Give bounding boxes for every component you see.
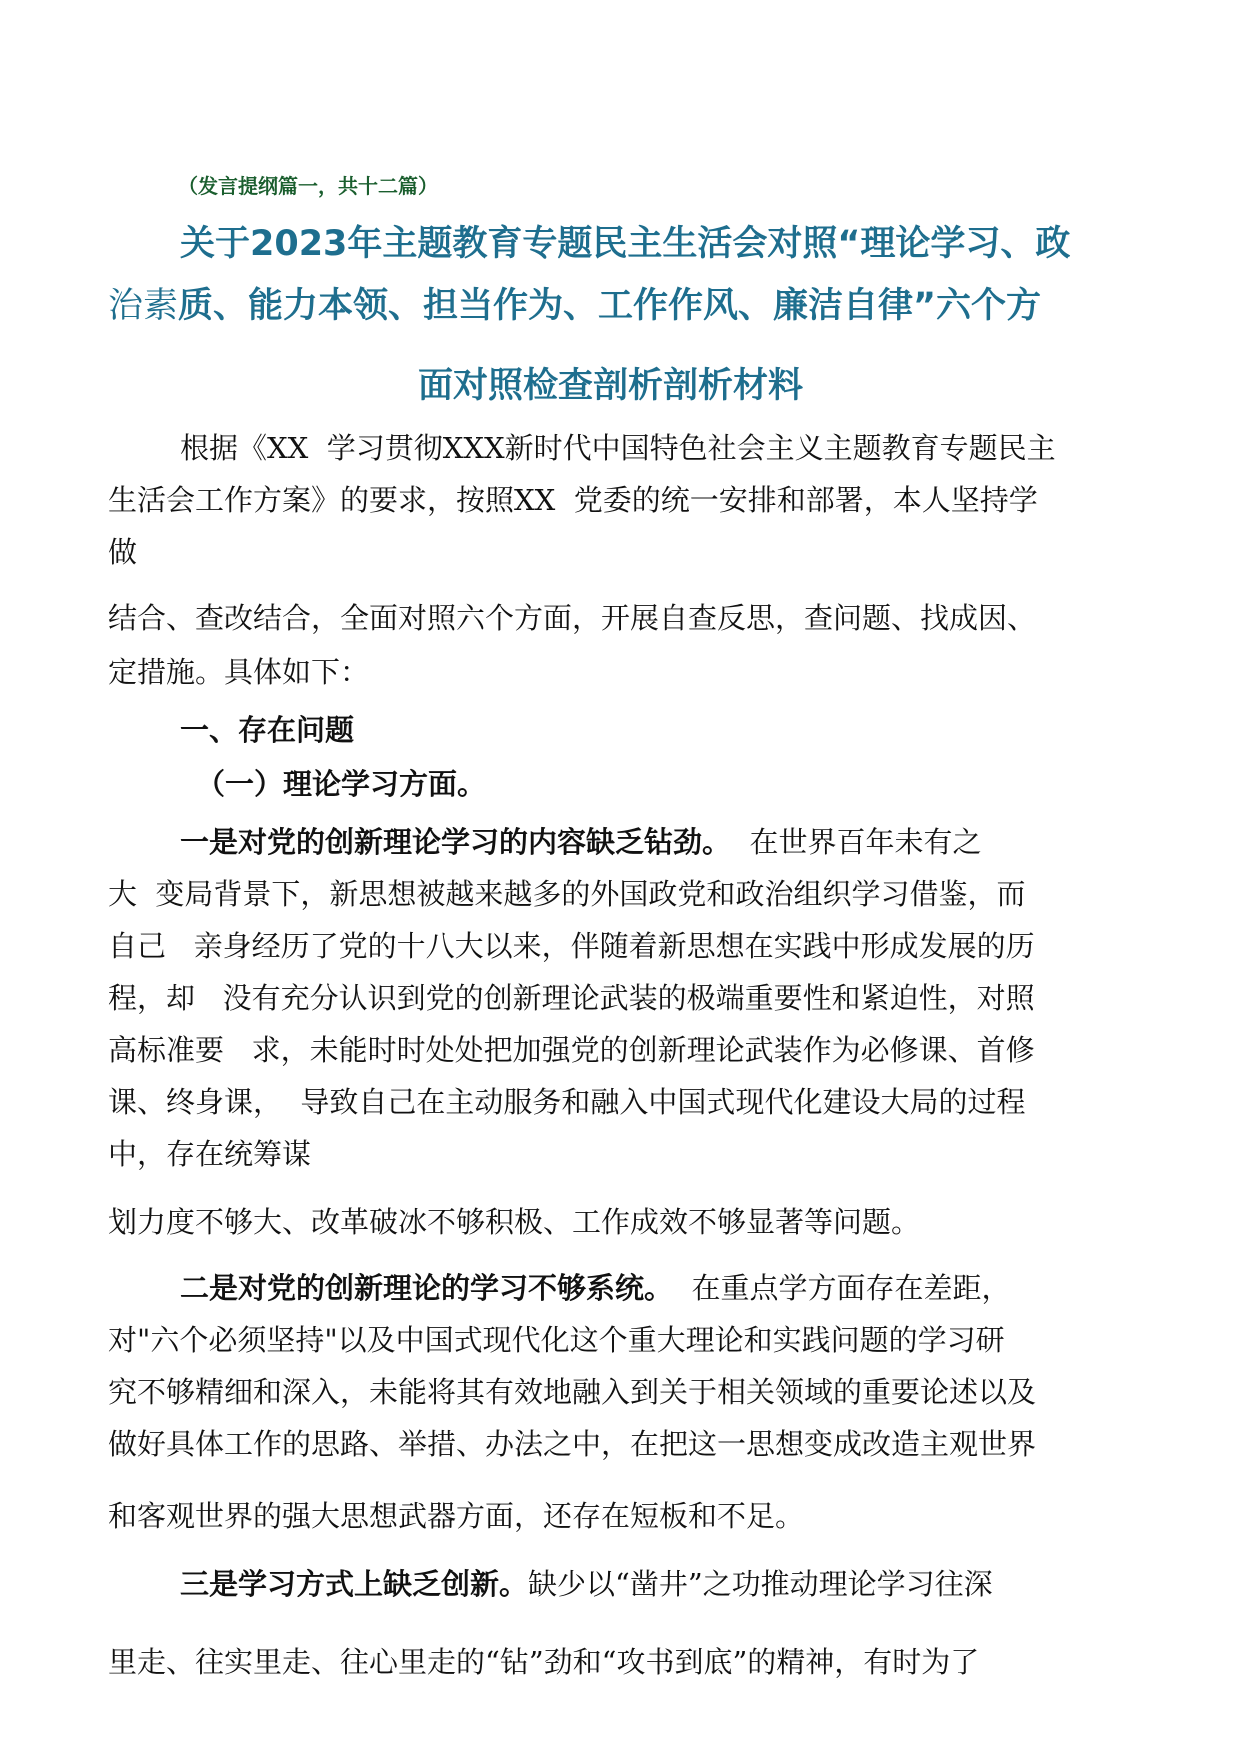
title-line-2 — [108, 278, 1041, 328]
p1-line-5: 高标准要 求，未能时时处处把加强党的创新理论武装作为必修课、首修 — [108, 1033, 1035, 1067]
title-line-1: 关于2023年主题教育专题民主生活会对照“理论学习、政 — [180, 224, 1071, 264]
title-line-2-plain: 治素 — [108, 286, 179, 326]
p1-line-6: 课、终身课， 导致自己在主动服务和融入中国式现代化建设大局的过程 — [108, 1085, 1026, 1119]
p3-line-1-text: 缺少以“凿井”之功推动理论学习往深 — [528, 1567, 993, 1601]
title-line-3: 面对照检查剖析剖析材料 — [418, 366, 804, 406]
p1-lead: 一是对党的创新理论学习的内容缺乏钻劲。 — [180, 825, 732, 859]
p1-line-7: 中，存在统筹谋 — [108, 1137, 312, 1171]
intro-line-3: 做 — [108, 535, 138, 569]
p1-line-1 — [180, 820, 981, 861]
p2-line-4: 做好具体工作的思路、举措、办法之中，在把这一思想变成改造主观世界 — [108, 1427, 1037, 1461]
intro-line-1: 根据《XX 学习贯彻XXX新时代中国特色社会主义主题教育专题民主 — [180, 431, 1056, 465]
intro-line-4: 结合、查改结合，全面对照六个方面，开展自查反思，查问题、找成因、 — [108, 601, 1037, 635]
p3-line-2: 里走、往实里走、往心里走的“钻”劲和“攻书到底”的精神，有时为了 — [108, 1645, 980, 1679]
p3-line-1 — [180, 1562, 993, 1603]
p1-line-3: 自己 亲身经历了党的十八大以来，伴随着新思想在实践中形成发展的历 — [108, 929, 1035, 963]
p2-line-5: 和客观世界的强大思想武器方面，还存在短板和不足。 — [108, 1499, 805, 1533]
p2-line-1 — [180, 1266, 1010, 1307]
document-subtitle: （发言提纲篇一，共十二篇） — [178, 174, 438, 198]
p2-lead: 二是对党的创新理论的学习不够系统。 — [180, 1271, 674, 1305]
p2-line-1-text: 在重点学方面存在差距， — [673, 1271, 1011, 1305]
subsection-heading: （一）理论学习方面。 — [196, 767, 487, 801]
p2-line-3: 究不够精细和深入，未能将其有效地融入到关于相关领域的重要论述以及 — [108, 1375, 1037, 1409]
p3-lead: 三是学习方式上缺乏创新。 — [180, 1567, 529, 1601]
title-line-2-bold: 质、能力本领、担当作为、工作作风、廉洁自律”六个方 — [178, 286, 1042, 326]
p1-line-1-text: 在世界百年未有之 — [731, 825, 982, 859]
p1-line-8: 划力度不够大、改革破冰不够积极、工作成效不够显著等问题。 — [108, 1205, 921, 1239]
p2-line-2: 对"六个必须坚持"以及中国式现代化这个重大理论和实践问题的学习研 — [108, 1323, 1005, 1357]
section-heading: 一、存在问题 — [180, 713, 355, 747]
p1-line-4: 程，却 没有充分认识到党的创新理论武装的极端重要性和紧迫性，对照 — [108, 981, 1035, 1015]
p1-line-2: 大 变局背景下，新思想被越来越多的外国政党和政治组织学习借鉴，而 — [108, 877, 1026, 911]
intro-line-2: 生活会工作方案》的要求，按照XX 党委的统一安排和部署，本人坚持学 — [108, 483, 1038, 517]
intro-line-5: 定措施。具体如下： — [108, 655, 370, 689]
